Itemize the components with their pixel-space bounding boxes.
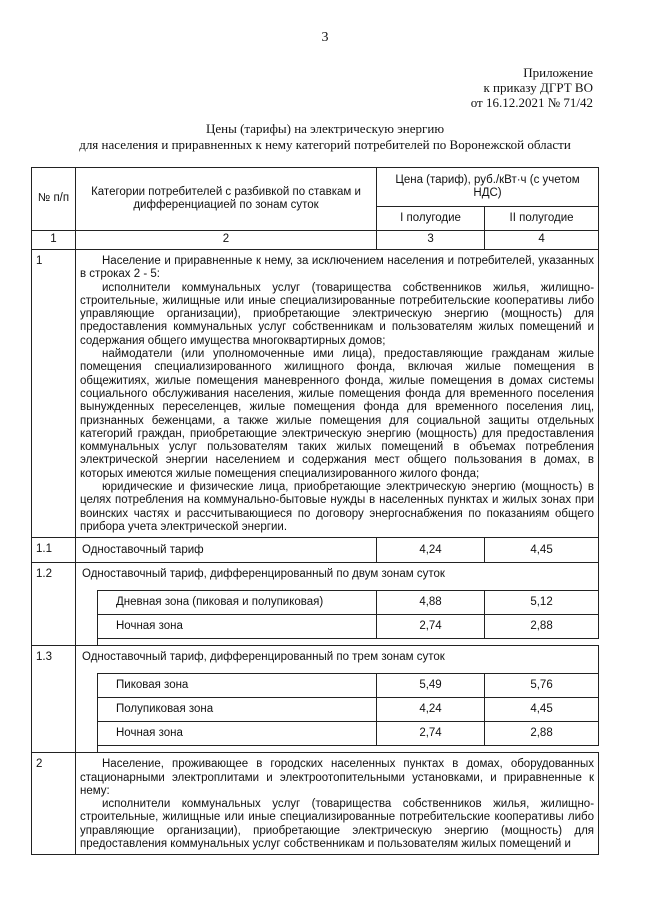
row-description [76,753,599,855]
appendix-line-2: к приказу ДГРТ ВО [483,80,593,95]
row-number: 1.2 [32,563,76,646]
tariff-label: Одноставочный тариф, дифференцированный по двум зонам суток [76,563,599,591]
header-categories: Категории потребителей с разбивкой по ставкам и дифференциацией по зонам суток [76,168,377,231]
zone-label: Пиковая зона [98,674,377,698]
rate-half-2: 5,76 [485,674,599,698]
rate-half-1: 4,24 [377,698,485,722]
paragraph: Население и приравненные к нему, за исключением населения и потребителей, указанных в строках 2 - 5: [80,255,595,281]
zone-label: Ночная зона [98,615,377,639]
tariff-table [31,167,599,855]
table-row [32,538,599,563]
zone-label: Дневная зона (пиковая и полупиковая) [98,591,377,615]
paragraph: юридические и физические лица, приобретающие электрическую энергию (мощность) в целях потребления на коммунально-бытовые нужды в населенных пунктах и жилых зонах при воинских частях и рассчитывающиеся по договору энергоснабжения по показаниям общего прибора учета электрической энергии. [80,481,595,533]
paragraph: исполнители коммунальных услуг (товарищества собственников жилья, жилищно-строительные, жилищные или иные специализированные потребительские кооперативы либо управляющие организации), приобретающие электрическую энергию (мощность) для предоставления коммунальных услуг собственникам и пользователям жилых помещений и [80,798,595,851]
column-number: 4 [485,231,599,250]
table-row [32,646,599,674]
zone-label: Ночная зона [98,722,377,746]
rate-half-1: 5,49 [377,674,485,698]
rate-half-1: 4,88 [377,591,485,615]
row-number: 1 [32,250,76,538]
rate-half-2: 2,88 [485,615,599,639]
tariff-label: Одноставочный тариф [76,538,377,563]
zone-row [32,591,599,615]
row-description [76,250,599,538]
header-row [32,168,599,207]
table-row [32,563,599,591]
zone-row [32,615,599,639]
appendix-line-1: Приложение [523,65,593,80]
row-number: 2 [32,753,76,855]
column-number: 1 [32,231,76,250]
header-num: № п/п [32,168,76,231]
header-half-2: II полугодие [485,207,599,231]
column-numbers-row [32,231,599,250]
header-price: Цена (тариф), руб./кВт·ч (с учетом НДС) [377,168,599,207]
page-number: 3 [321,30,329,45]
header-half-1: I полугодие [377,207,485,231]
column-number: 2 [76,231,377,250]
paragraph: Население, проживающее в городских населенных пунктах в домах, оборудованных стационарными электроплитами и электроотопительными установками, и приравненные к нему: [80,758,595,797]
rate-half-2: 4,45 [485,698,599,722]
row-number: 1.1 [32,538,76,563]
document-title [40,121,610,153]
rate-half-1: 2,74 [377,615,485,639]
zone-row [32,722,599,746]
rate-half-1: 4,24 [377,538,485,563]
zone-label: Полупиковая зона [98,698,377,722]
column-number: 3 [377,231,485,250]
tariff-label: Одноставочный тариф, дифференцированный по трем зонам суток [76,646,599,674]
appendix-line-3: от 16.12.2021 № 71/42 [470,95,593,110]
rate-half-1: 2,74 [377,722,485,746]
rate-half-2: 4,45 [485,538,599,563]
table-row [32,753,599,855]
table-row [32,250,599,538]
rate-half-2: 2,88 [485,722,599,746]
title-line-1: Цены (тарифы) на электрическую энергию [205,121,445,136]
paragraph: исполнители коммунальных услуг (товарищества собственников жилья, жилищно-строительные, жилищные или иные специализированные потребительские кооперативы либо управляющие организации), приобретающие электрическую энергию (мощность) для предоставления коммунальных услуг собственникам и пользователям жилых помещений и содержания общего имущества многоквартирных домов; [80,281,595,347]
paragraph: наймодатели (или уполномоченные ими лица), предоставляющие гражданам жилые помещения специализированного жилищного фонда, включая жилые помещения в общежитиях, жилые помещения маневренного фонда, жилые помещения в домах системы социального обслуживания населения, жилые помещения фонда для временного поселения вынужденных переселенцев, жилые помещения фонда для временного поселения лиц, признанных беженцами, а также жилые помещения для социальной защиты отдельных категорий граждан, приобретающие электрическую энергию (мощность) для предоставления коммунальных услуг пользователям таких жилых помещений в объемах потребления электрической энергии населением и содержания мест общего пользования в домах, в которых имеются жилые помещения специализированного жилого фонда; [80,348,595,480]
zone-row [32,674,599,698]
rate-half-2: 5,12 [485,591,599,615]
appendix-block [471,65,593,110]
zone-row [32,698,599,722]
title-line-2: для населения и приравненных к нему категорий потребителей по Воронежской области [79,137,571,152]
row-number: 1.3 [32,646,76,753]
